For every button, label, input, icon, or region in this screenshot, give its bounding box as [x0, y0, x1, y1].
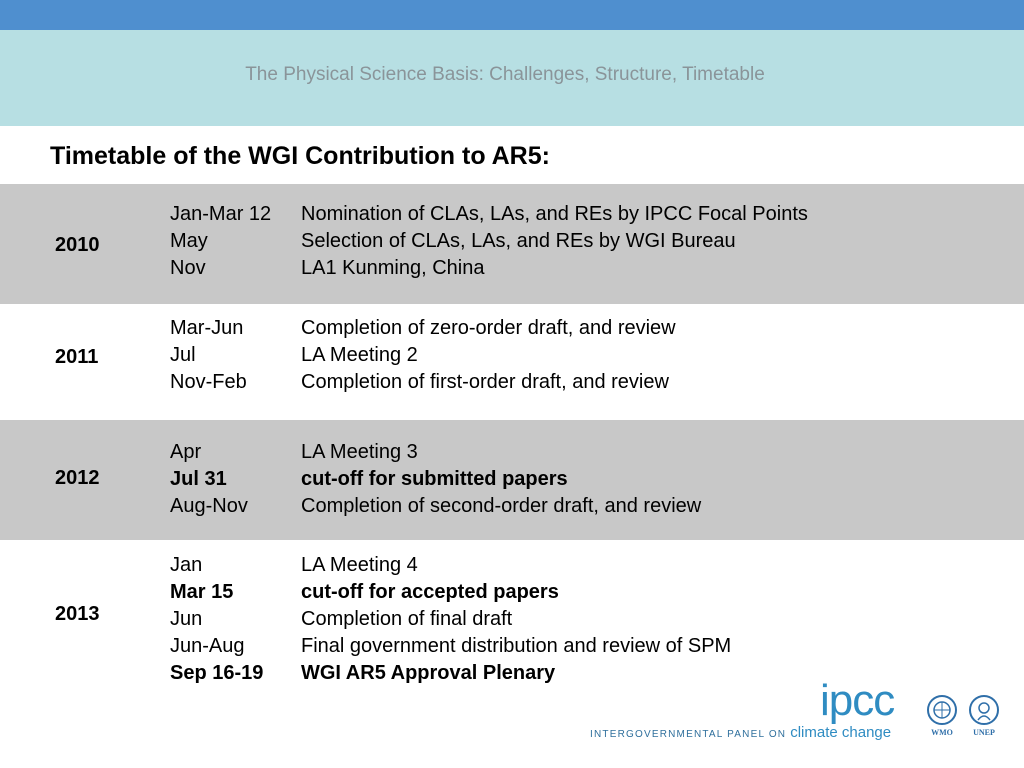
row-event: cut-off for accepted papers	[301, 581, 559, 603]
unep-logo	[962, 694, 1006, 737]
row-date: Apr	[170, 441, 202, 463]
row-event: LA Meeting 2	[301, 344, 418, 366]
row-event: cut-off for submitted papers	[301, 468, 568, 490]
ipcc-tagline	[590, 724, 891, 741]
wmo-emblem-icon	[926, 694, 958, 726]
ipcc-tagline-text: INTERGOVERNMENTAL PANEL ON	[590, 729, 787, 740]
ipcc-tagline-emphasis: climate change	[790, 724, 892, 741]
year-block-2010	[0, 184, 1024, 304]
row-date: Jun	[170, 608, 203, 630]
unep-label: UNEP	[973, 728, 995, 737]
row-event: LA Meeting 3	[301, 441, 418, 463]
year-label: 2011	[55, 346, 99, 368]
year-block-2011	[0, 304, 1024, 420]
ipcc-wordmark: ipcc	[820, 676, 895, 725]
year-block-2013	[0, 540, 1024, 690]
row-event: WGI AR5 Approval Plenary	[301, 662, 556, 684]
row-date: Jul	[170, 344, 196, 366]
top-accent-strip	[0, 0, 1024, 30]
row-event: Nomination of CLAs, LAs, and REs by IPCC Focal Points	[301, 203, 808, 225]
year-label: 2012	[55, 467, 100, 489]
row-date: Nov	[170, 257, 206, 279]
row-date: Jul 31	[170, 468, 227, 490]
year-label: 2010	[55, 234, 100, 256]
slide-header-title: The Physical Science Basis: Challenges, Structure, Timetable	[245, 64, 765, 85]
wmo-logo	[922, 694, 962, 737]
row-event: Completion of zero-order draft, and review	[301, 317, 676, 339]
row-event: Completion of first-order draft, and review	[301, 371, 669, 393]
row-date: Jan-Mar 12	[170, 203, 272, 225]
unep-emblem-icon	[968, 694, 1000, 726]
row-event: LA1 Kunming, China	[301, 257, 485, 279]
row-date: Sep 16-19	[170, 662, 264, 684]
year-block-2012	[0, 420, 1024, 540]
ipcc-logo	[590, 676, 920, 746]
wmo-label: WMO	[931, 728, 953, 737]
row-date: Aug-Nov	[170, 495, 248, 517]
section-title: Timetable of the WGI Contribution to AR5:	[50, 142, 550, 170]
row-event: Completion of second-order draft, and review	[301, 495, 702, 517]
row-date: May	[170, 230, 208, 252]
row-event: Selection of CLAs, LAs, and REs by WGI Bureau	[301, 230, 736, 252]
row-date: Jan	[170, 554, 203, 576]
row-date: Mar-Jun	[170, 317, 244, 339]
row-event: LA Meeting 4	[301, 554, 418, 576]
row-date: Mar 15	[170, 581, 234, 603]
row-event: Final government distribution and review of SPM	[301, 635, 732, 657]
row-event: Completion of final draft	[301, 608, 513, 630]
row-date: Nov-Feb	[170, 371, 247, 393]
year-label: 2013	[55, 603, 100, 625]
row-date: Jun-Aug	[170, 635, 245, 657]
